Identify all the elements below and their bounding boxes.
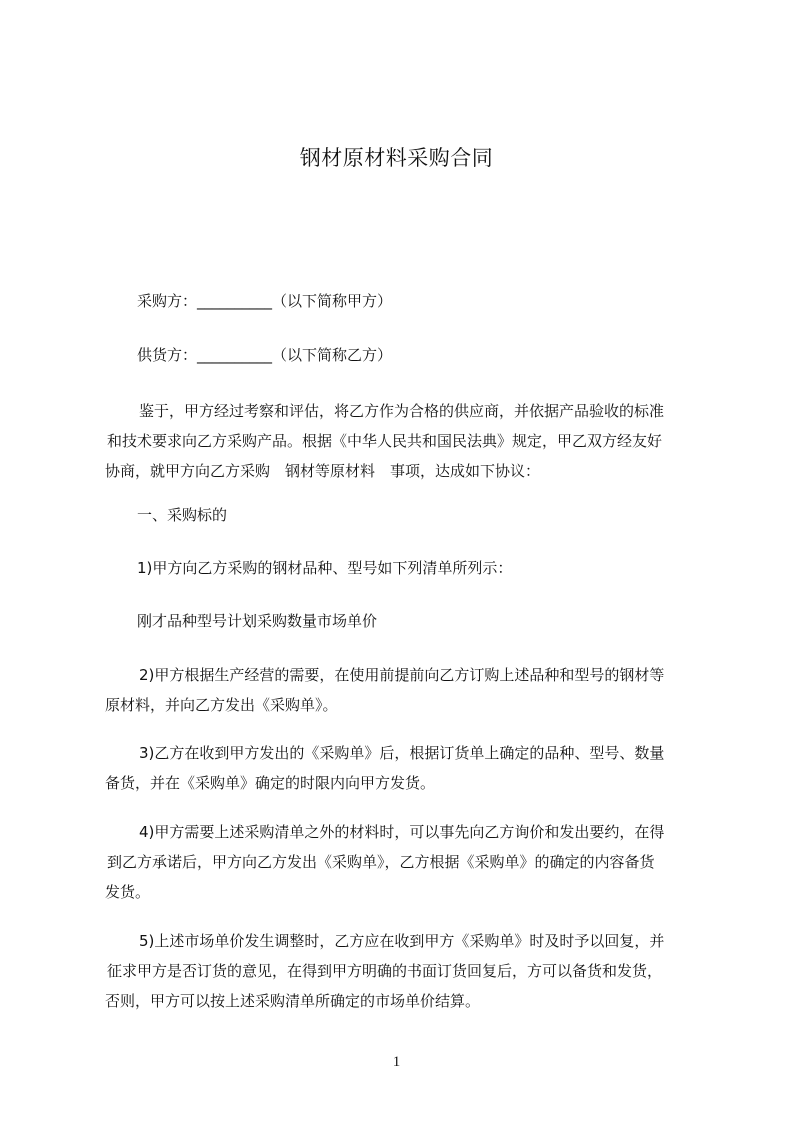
clause-2-line: 2)甲方根据生产经营的需要，在使用前提前向乙方订购上述品种和型号的钢材等 — [139, 666, 665, 684]
table-header-line: 刚才品种型号计划采购数量市场单价 — [137, 612, 378, 630]
clause-3-line: 备货，并在《采购单》确定的时限内向甲方发货。 — [105, 774, 436, 792]
page-number: 1 — [392, 1054, 401, 1070]
preamble-line: 鉴于，甲方经过考察和评估，将乙方作为合格的供应商，并依据产品验收的标准 — [139, 402, 665, 420]
clause-4-line: 到乙方承诺后，甲方向乙方发出《采购单》，乙方根据《采购单》的确定的内容备货 — [107, 853, 655, 871]
clause-4-line: 发货。 — [105, 883, 151, 901]
clause-3 — [105, 738, 702, 798]
buyer-line: 采购方：__________（以下简称甲方） — [137, 292, 393, 310]
preamble-line: 和技术要求向乙方采购产品。根据《中华人民共和国民法典》规定，甲乙双方经友好 — [107, 432, 663, 450]
clause-3-line: 3)乙方在收到甲方发出的《采购单》后，根据订货单上确定的品种、型号、数量 — [139, 744, 665, 762]
clause-5-line: 否则，甲方可以按上述采购清单所确定的市场单价结算。 — [105, 992, 481, 1010]
preamble-paragraph — [105, 396, 702, 486]
clause-2 — [105, 660, 702, 720]
clause-2-line: 原材料，并向乙方发出《采购单》。 — [105, 696, 338, 714]
preamble-line: 协商，就甲方向乙方采购 钢材等原材料 事项，达成如下协议： — [105, 462, 541, 480]
clause-4 — [105, 817, 702, 907]
clause-5 — [105, 926, 702, 1016]
clause-1: 1)甲方向乙方采购的钢材品种、型号如下列清单所列示： — [137, 559, 513, 577]
supplier-line: 供货方：__________（以下简称乙方） — [137, 346, 393, 364]
clause-5-line: 5)上述市场单价发生调整时，乙方应在收到甲方《采购单》时及时予以回复，并 — [139, 932, 665, 950]
clause-4-line: 4)甲方需要上述采购清单之外的材料时，可以事先向乙方询价和发出要约，在得 — [139, 823, 665, 841]
document-title: 钢材原材料采购合同 — [299, 146, 494, 170]
clause-5-line: 征求甲方是否订货的意见，在得到甲方明确的书面订货回复后，方可以备货和发货， — [107, 962, 663, 980]
section-1-heading: 一、采购标的 — [137, 506, 228, 524]
